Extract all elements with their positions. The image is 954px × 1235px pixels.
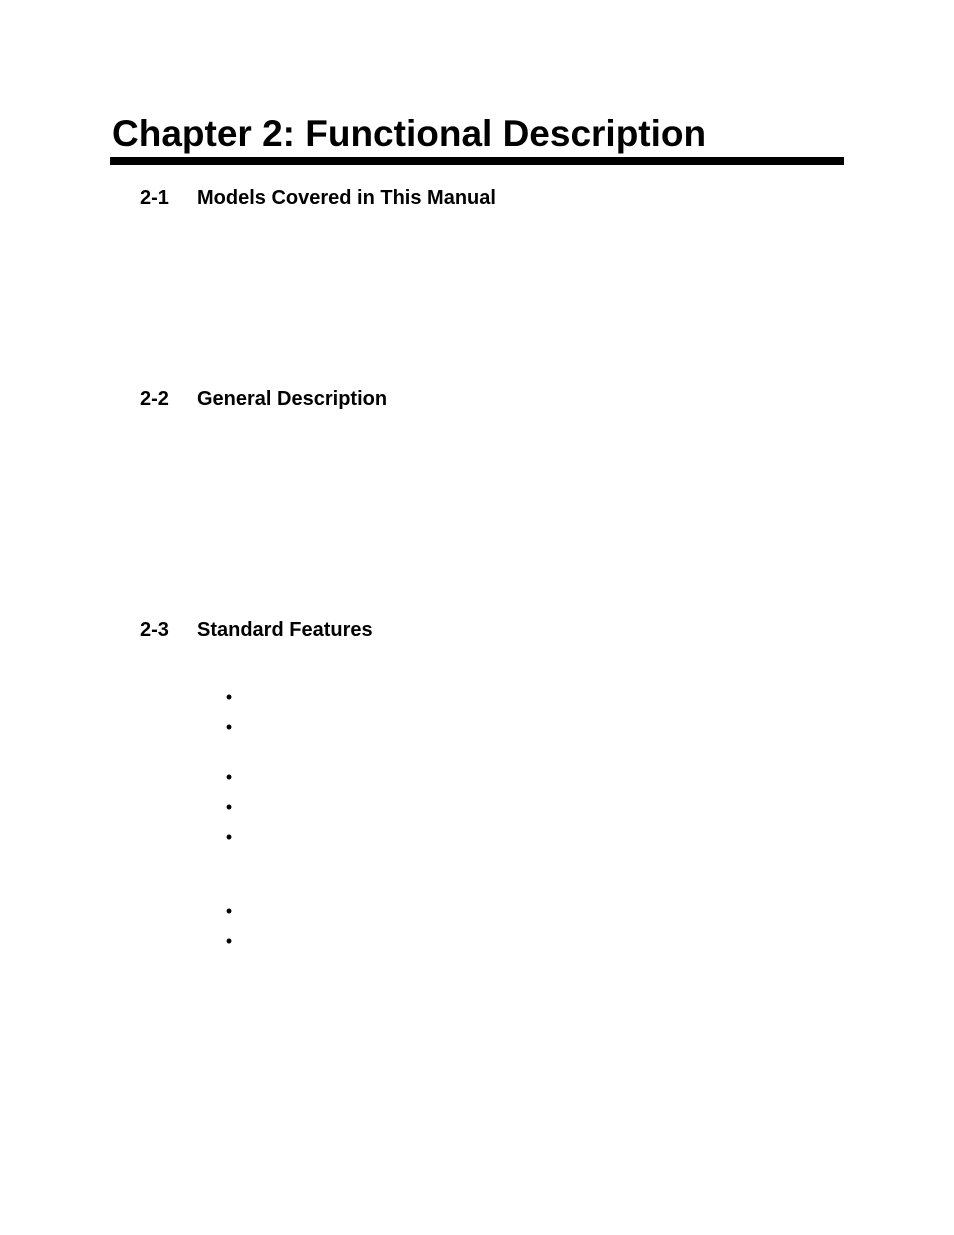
- section-number: 2-1: [140, 187, 169, 209]
- section-title: Standard Features: [197, 619, 373, 641]
- section-number: 2-3: [140, 619, 169, 641]
- section-number: 2-2: [140, 388, 169, 410]
- section-heading-2-2: [140, 387, 387, 411]
- bullet-icon: •: [225, 901, 233, 921]
- bullet-icon: •: [225, 827, 233, 847]
- bullet-icon: •: [225, 797, 233, 817]
- bullet-icon: •: [225, 687, 233, 707]
- chapter-title-rule: [110, 157, 844, 165]
- bullet-icon: •: [225, 717, 233, 737]
- chapter-title: Chapter 2: Functional Description: [112, 113, 707, 154]
- bullet-icon: •: [225, 931, 233, 951]
- section-title: General Description: [197, 388, 388, 410]
- section-heading-2-3: [140, 618, 373, 642]
- section-heading-2-1: [140, 186, 496, 210]
- bullet-icon: •: [225, 767, 233, 787]
- section-title: Models Covered in This Manual: [197, 187, 496, 209]
